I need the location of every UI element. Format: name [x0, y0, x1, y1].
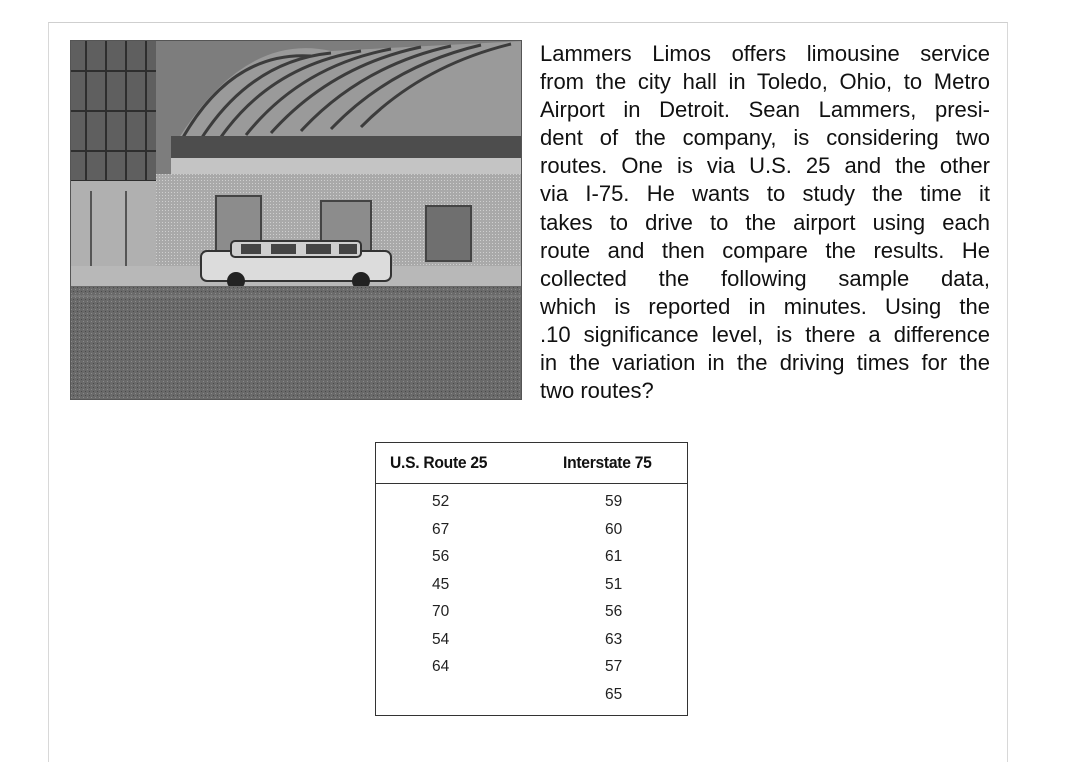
table-cell: 56	[432, 548, 450, 565]
us-route-25-column	[432, 488, 472, 681]
paragraph-line: takes to drive to the airport using each	[540, 209, 990, 235]
table-cell: 61	[605, 548, 623, 565]
table-cell: 65	[605, 685, 623, 703]
paragraph-line: dent of the company, is considering two	[540, 125, 990, 151]
table-cell: 70	[432, 603, 450, 620]
paragraph-line: from the city hall in Toledo, Ohio, to Metro	[540, 69, 990, 95]
limousine-photo-icon	[71, 41, 522, 400]
interstate-75-column	[605, 488, 645, 708]
table-cell: 56	[605, 603, 623, 620]
table-cell: 54	[432, 630, 450, 648]
table-cell: 52	[432, 493, 450, 510]
table-cell: 45	[432, 575, 450, 593]
driving-times-table	[375, 442, 688, 716]
column-header-interstate-75: Interstate 75	[563, 453, 652, 472]
paragraph-line: via I-75. He wants to study the time it	[540, 181, 990, 207]
paragraph-line: two routes?	[540, 378, 654, 404]
table-cell: 67	[432, 520, 450, 538]
table-header-row	[376, 443, 687, 484]
problem-paragraph	[540, 40, 990, 405]
table-cell: 64	[432, 658, 450, 675]
table-cell: 63	[605, 630, 623, 648]
paragraph-line: route and then compare the results. He	[540, 237, 990, 263]
paragraph-line: routes. One is via U.S. 25 and the other	[540, 153, 990, 179]
paragraph-line: Lammers Limos offers limousine service	[540, 41, 990, 66]
paragraph-line: .10 significance level, is there a difference	[540, 321, 990, 347]
table-cell: 59	[605, 493, 623, 510]
limousine-photo	[70, 40, 522, 400]
table-cell: 51	[605, 575, 623, 593]
paragraph-line: which is reported in minutes. Using the	[540, 293, 990, 319]
table-cell: 60	[605, 520, 623, 538]
paragraph-line: Airport in Detroit. Sean Lammers, presi-	[540, 97, 990, 123]
paragraph-line: collected the following sample data,	[540, 265, 990, 291]
table-cell: 57	[605, 658, 623, 675]
paragraph-line: in the variation in the driving times for the	[540, 350, 990, 376]
column-header-us-route-25: U.S. Route 25	[390, 453, 488, 472]
